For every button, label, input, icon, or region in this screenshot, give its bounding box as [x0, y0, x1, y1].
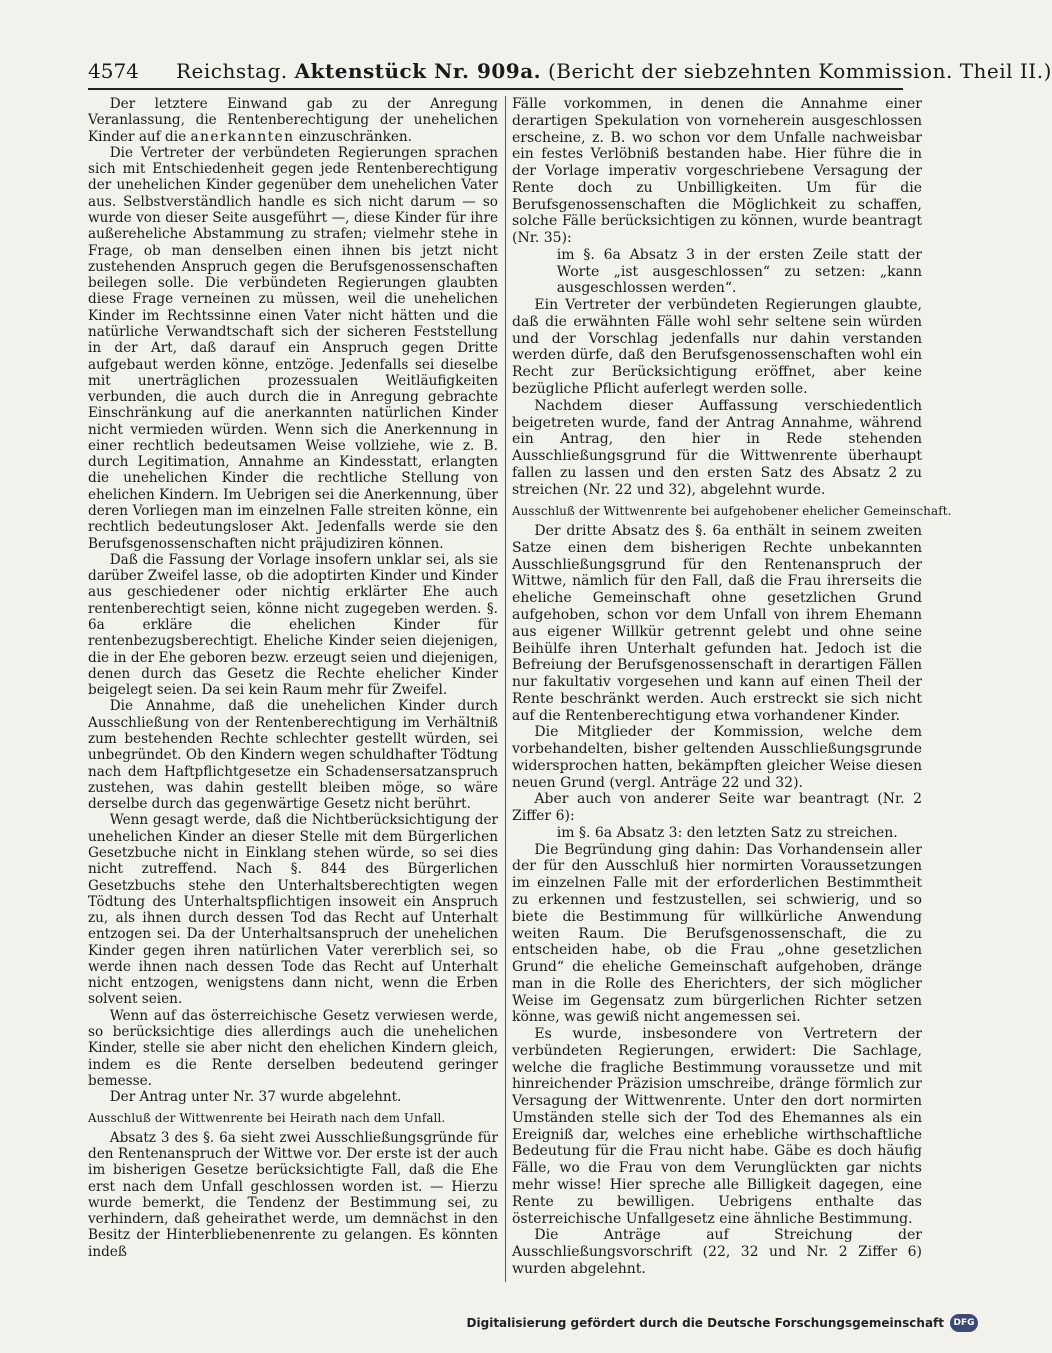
quoted-motion: im §. 6a Absatz 3: den letzten Satz zu streichen. — [556, 824, 898, 841]
paragraph: Ein Vertreter der verbündeten Regierungen glaubte, daß die erwähnten Fälle wohl sehr seltene sein würden und der Vorschlag jedenfalls nur dahin verstanden werden dürfe, daß den Berufsgenossenschaften wohl ein Recht zur Berücksichtigung eröffnet, aber keine bezügliche Pflicht auferlegt werden solle. — [512, 297, 922, 398]
paragraph-text: Der letztere Einwand gab zu der Anregung Veranlassung, die Rentenberechtigung der unehelichen Kinder auf die — [88, 96, 498, 145]
paragraph: Nachdem dieser Auffassung verschiedentlich beigetreten wurde, fand der Antrag Annahme, während ein Antrag, den hier in Rede stehenden Ausschließungsgrund für die Wittwenrente überhaupt fallen zu lassen und den ersten Satz des Absatz 2 zu streichen (Nr. 22 und 32), abgelehnt wurde. — [512, 397, 922, 498]
running-title — [176, 56, 1052, 86]
paragraph: Der Antrag unter Nr. 37 wurde abgelehnt. — [109, 1089, 402, 1106]
page-header — [88, 56, 1052, 92]
paragraph: Aber auch von anderer Seite war beantragt (Nr. 2 Ziffer 6): — [512, 791, 922, 825]
header-rule — [88, 88, 903, 90]
paragraph — [88, 96, 498, 145]
section-heading: Ausschluß der Wittwenrente bei Heirath nach dem Unfall. — [88, 1111, 446, 1126]
paragraph: Die Begründung ging dahin: Das Vorhandensein aller der für den Ausschluß hier normirten Voraussetzungen im einzelnen Falle mit der erforderlichen Bestimmtheit zu erkennen und festzustellen, sei schwierig, und so biete die Bestimmung für willkürliche Anwendung weiten Raum. Die Berufsgenossenschaft, die zu entscheiden habe, ob die Frau „ohne gesetzlichen Grund“ die eheliche Gemeinschaft aufgehoben, dränge man in die Rolle des Eherichters, der sich möglicher Weise im Gegensatz zum bürgerlichen Richter setzen könne, was gewiß nicht angemessen sei. — [512, 841, 922, 1026]
paragraph: Absatz 3 des §. 6a sieht zwei Ausschließungsgründe für den Rentenanspruch der Wittwe vor. Der erste ist der auch im bisherigen Gesetze berücksichtigte Fall, daß die Ehe erst nach dem Unfall geschlossen worden ist. — Hierzu wurde bemerkt, die Tendenz der Bestimmung sei, zu verhindern, daß geheirathet werde, um demnächst in den Besitz der Hinterbliebenenrente zu gelangen. Es könnten indeß — [88, 1129, 498, 1260]
emphasis-text: anerkannten — [190, 128, 295, 145]
title-theil: Theil II.) — [959, 59, 1052, 83]
page-number: 4574 — [88, 59, 139, 83]
paragraph: Daß die Fassung der Vorlage insofern unklar sei, als sie darüber Zweifel lasse, ob die adoptirten Kinder und Kinder aus geschiedener oder nichtig erklärter Ehe auch rentenberechtigt seien, könne nicht zugegeben werden. §. 6a erkläre die ehelichen Kinder für rentenbezugsberechtigt. Eheliche Kinder seien diejenigen, die in der Ehe geboren bezw. erzeugt seien und diejenigen, denen durch das Gesetz die Rechte ehelicher Kinder beigelegt seien. Da sei kein Raum mehr für Zweifel. — [88, 551, 498, 699]
left-column — [88, 96, 498, 1260]
title-bericht: (Bericht der siebzehnten Kommission. — [547, 59, 953, 83]
paragraph: Die Anträge auf Streichung der Ausschließungsvorschrift (22, 32 und Nr. 2 Ziffer 6) wurden abgelehnt. — [512, 1227, 922, 1277]
title-reichstag: Reichstag. — [176, 59, 288, 83]
section-heading: Ausschluß der Wittwenrente bei aufgehobener ehelicher Gemeinschaft. — [512, 504, 952, 519]
footer-text: Digitalisierung gefördert durch die Deutsche Forschungsgemeinschaft — [466, 1316, 944, 1330]
paragraph: Die Mitglieder der Kommission, welche dem vorbehandelten, bisher geltenden Ausschließungsgrunde widersprochen hatten, bekämpften gleicher Weise diesen neuen Grund (vergl. Anträge 22 und 32). — [512, 724, 922, 791]
paragraph: Es wurde, insbesondere von Vertretern der verbündeten Regierungen, erwidert: Die Sachlage, welche die fragliche Bestimmung voraussetze und mit hinreichender Präzision umschreibe, dränge förmlich zur Versagung der Wittwenrente. Unter den dort normirten Umständen stelle sich der Tod des Ehemannes als ein Ereigniß dar, welches eine erhebliche wirthschaftliche Bedeutung für die Frau nicht habe. Gäbe es doch häufig Fälle, wo die Frau von dem Verunglückten gar nichts mehr wisse! Hier spreche alle Billigkeit dagegen, eine Rente zu bewilligen. Uebrigens enthalte das österreichische Unfallgesetz eine ähnliche Bestimmung. — [512, 1026, 922, 1227]
paragraph: Der dritte Absatz des §. 6a enthält in seinem zweiten Satze einen dem bisherigen Rechte unbekannten Ausschließungsgrund für den Rentenanspruch der Wittwe, nämlich für den Fall, daß die Frau ihrerseits die eheliche Gemeinschaft ohne gesetzlichen Grund aufgehoben, schon vor dem Unfall von ihrem Ehemann aus eigener Willkür getrennt gelebt und ohne seine Beihülfe ihren Unterhalt gefunden hat. Jedoch ist die Befreiung der Berufsgenossenschaft in derartigen Fällen nur fakultativ vorgesehen und kann auf einen Theil der Rente beschränkt werden. Auch erstreckt sie sich nicht auf die Rentenberechtigung etwa vorhandener Kinder. — [512, 523, 922, 724]
quoted-motion: im §. 6a Absatz 3 in der ersten Zeile statt der Worte „ist ausgeschlossen“ zu setzen: „kann ausgeschlossen werden“. — [556, 246, 922, 297]
paragraph: Die Annahme, daß die unehelichen Kinder durch Ausschließung von der Rentenberechtigung im Verhältniß zum bestehenden Rechte schlechter gestellt würden, sei unbegründet. Ob den Kindern wegen schuldhafter Tödtung nach dem Haftpflichtgesetze ein Schadensersatzanspruch zustehen, was dahin gestellt bleiben möge, so wäre derselbe durch das gegenwärtige Gesetz nicht berührt. — [88, 698, 498, 813]
title-aktenstueck: Aktenstück Nr. 909a. — [294, 59, 542, 83]
column-divider — [505, 96, 506, 1282]
dfg-logo: DFG — [950, 1314, 978, 1332]
paragraph: Wenn auf das österreichische Gesetz verwiesen werde, so berücksichtige dies allerdings auch die unehelichen Kinder, stelle sie aber nicht den ehelichen Kindern gleich, indem es die Rente derselben bedeutend geringer bemesse. — [88, 1007, 498, 1089]
digitization-footer — [467, 1311, 978, 1335]
paragraph: Wenn gesagt werde, daß die Nichtberücksichtigung der unehelichen Kinder an dieser Stelle mit dem Bürgerlichen Gesetzbuche nicht in Einklang stehen würde, so sei dies nicht zutreffend. Nach §. 844 des Bürgerlichen Gesetzbuchs stehe den Unterhaltsberechtigten wegen Tödtung des Unterhaltspflichtigen insoweit ein Anspruch zu, als ihnen durch dessen Tod das Recht auf Unterhalt entzogen sei. Da der Unterhaltsanspruch der unehelichen Kinder gegen ihren natürlichen Vater vererblich sei, so werde ihnen nach dessen Tode das Recht auf Unterhalt nicht entzogen, wenigstens dann nicht, wenn die Erben solvent seien. — [88, 812, 498, 1008]
paragraph: Die Vertreter der verbündeten Regierungen sprachen sich mit Entschiedenheit gegen jede Rentenberechtigung der unehelichen Kinder gegenüber dem unehelichen Vater aus. Selbstverständlich handle es sich nicht darum — so wurde von dieser Seite ausgeführt —, diese Kinder für ihre außereheliche Abstammung zu strafen; vielmehr stehe in Frage, ob man denselben einen ihnen bis jetzt nicht zustehenden Anspruch gegen die Berufsgenossenschaften beilegen solle. Die verbündeten Regierungen glaubten diese Frage verneinen zu müssen, weil die unehelichen Kinder im Rechtssinne einen Vater nicht hätten und die natürliche Verwandtschaft sich der sicheren Feststellung in der Art, daß darauf ein Anspruch gegen Dritte aufgebaut werden könne, entzöge. Jedenfalls sei dieselbe mit unerträglichen prozessualen Weitläufigkeiten verbunden, die auch durch die in Anregung gebrachte Einschränkung auf die anerkannten natürlichen Kinder nicht vermieden würden. Wenn sich die Anerkennung in einer rechtlich bedeutsamen Weise vollziehe, wie z. B. durch Legitimation, Annahme an Kindesstatt, erlangten die unehelichen Kinder die rechtliche Stellung von ehelichen Kindern. Im Uebrigen sei die Anerkennung, über deren Vorliegen man im einzelnen Falle streiten könne, ein rechtlich bedeutungsloser Akt. Jedenfalls werde sie den Berufsgenossenschaften nicht präjudiziren können. — [88, 144, 498, 552]
paragraph-text: einzuschränken. — [298, 128, 412, 145]
right-column — [512, 96, 952, 1278]
paragraph: Fälle vorkommen, in denen die Annahme einer derartigen Spekulation von vorneherein ausgeschlossen erscheine, z. B. wo schon vor dem Unfalle nachweisbar ein festes Verlöbniß bestanden habe. Hier führe die in der Vorlage imperativ vorgeschriebene Versagung der Rente doch zu Unbilligkeiten. Um für die Berufsgenossenschaften die Möglichkeit zu schaffen, solche Fälle berücksichtigen zu können, wurde beantragt (Nr. 35): — [512, 96, 922, 247]
